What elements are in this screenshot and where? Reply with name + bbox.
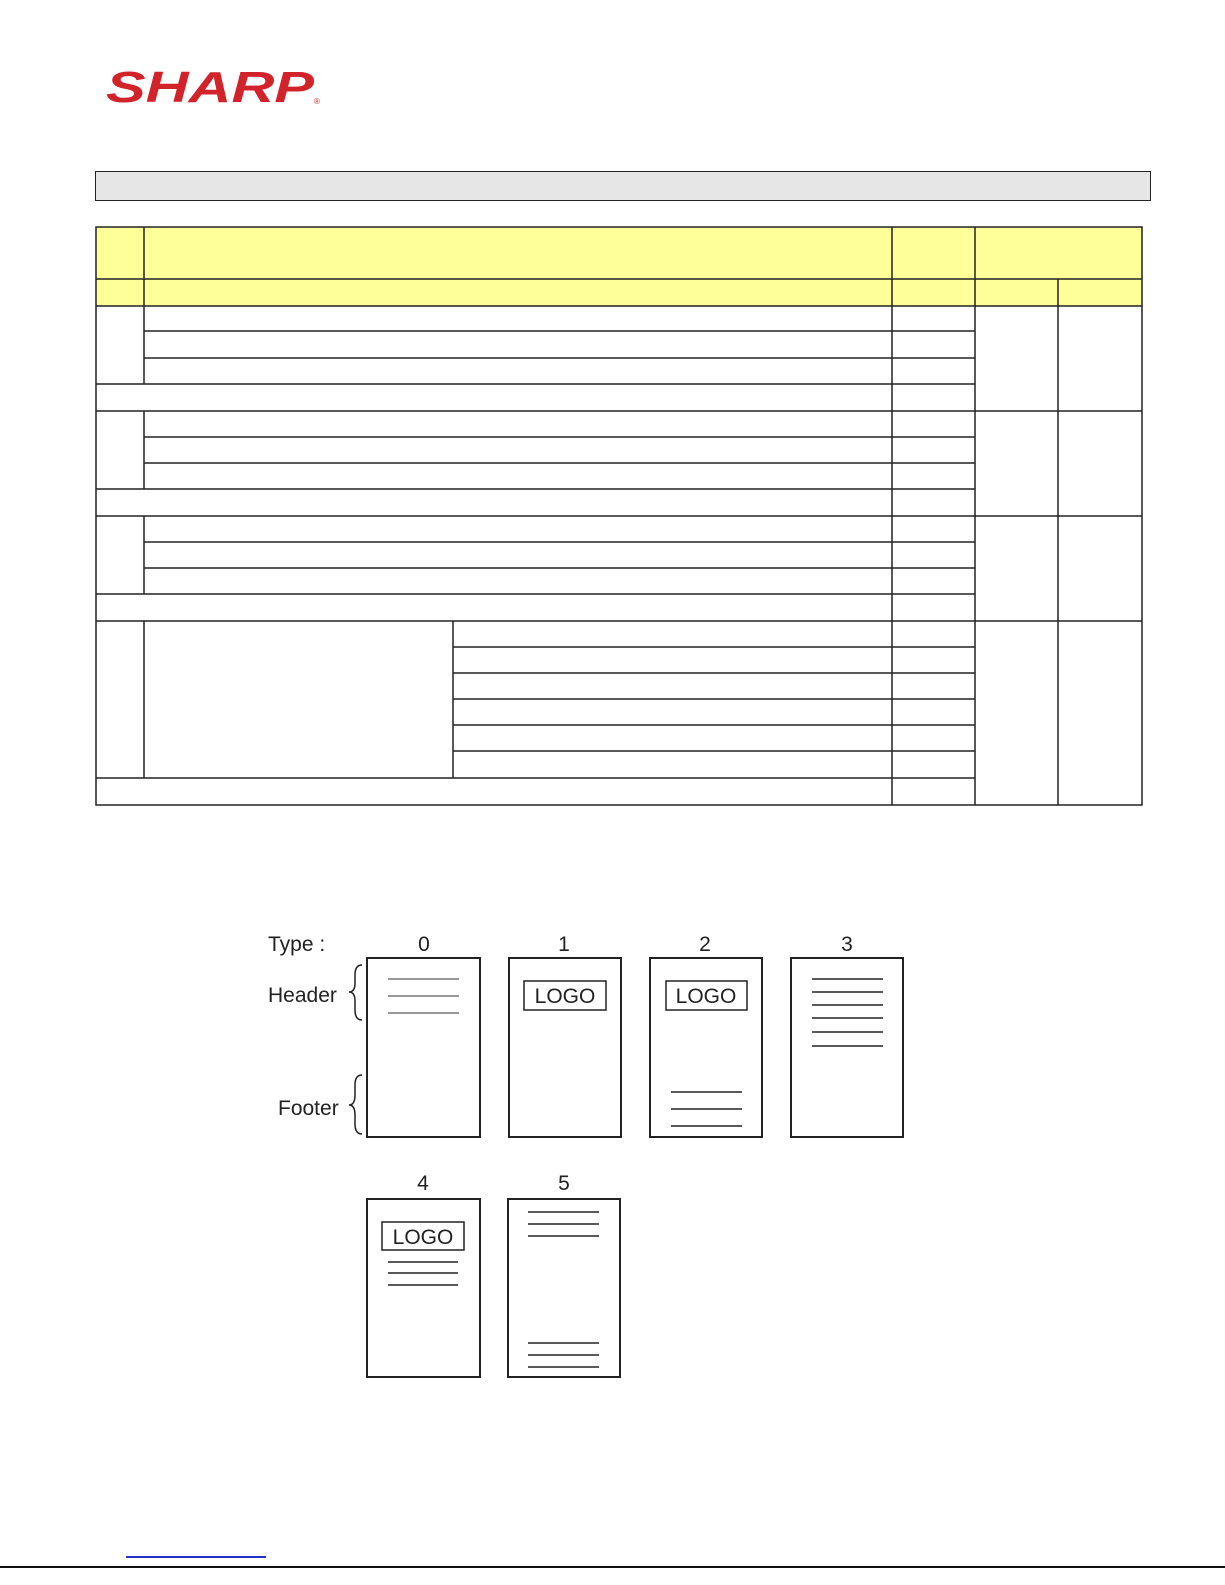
type-4-header-lines [388,1262,458,1285]
type-4-logo-text: LOGO [392,1226,454,1249]
page-type-3 [791,958,903,1137]
registered-mark: ® [314,97,320,106]
page-type-0 [367,958,480,1137]
type-0-header-lines [388,979,459,1013]
type-number-0: 0 [418,933,430,956]
header-label: Header [268,984,337,1007]
footer-hyperlink-underline[interactable] [126,1556,266,1558]
footer-label: Footer [278,1097,339,1120]
type-number-2: 2 [699,933,711,956]
page-type-5 [508,1199,620,1377]
type-label: Type : [268,933,326,956]
type-1-logo-text: LOGO [534,985,596,1008]
type-number-3: 3 [841,933,853,956]
type-2-logo-text: LOGO [675,985,737,1008]
brand-name: SHARP [106,68,315,108]
header-brace-icon [349,965,362,1020]
type-2-footer-lines [671,1092,742,1126]
type-3-header-lines [812,979,883,1046]
type-number-1: 1 [558,933,570,956]
footer-brace-icon [349,1075,362,1134]
type-number-5: 5 [558,1172,570,1195]
type-5-lines [528,1212,599,1367]
type-number-4: 4 [417,1172,429,1195]
footer-rule [0,1566,1225,1568]
